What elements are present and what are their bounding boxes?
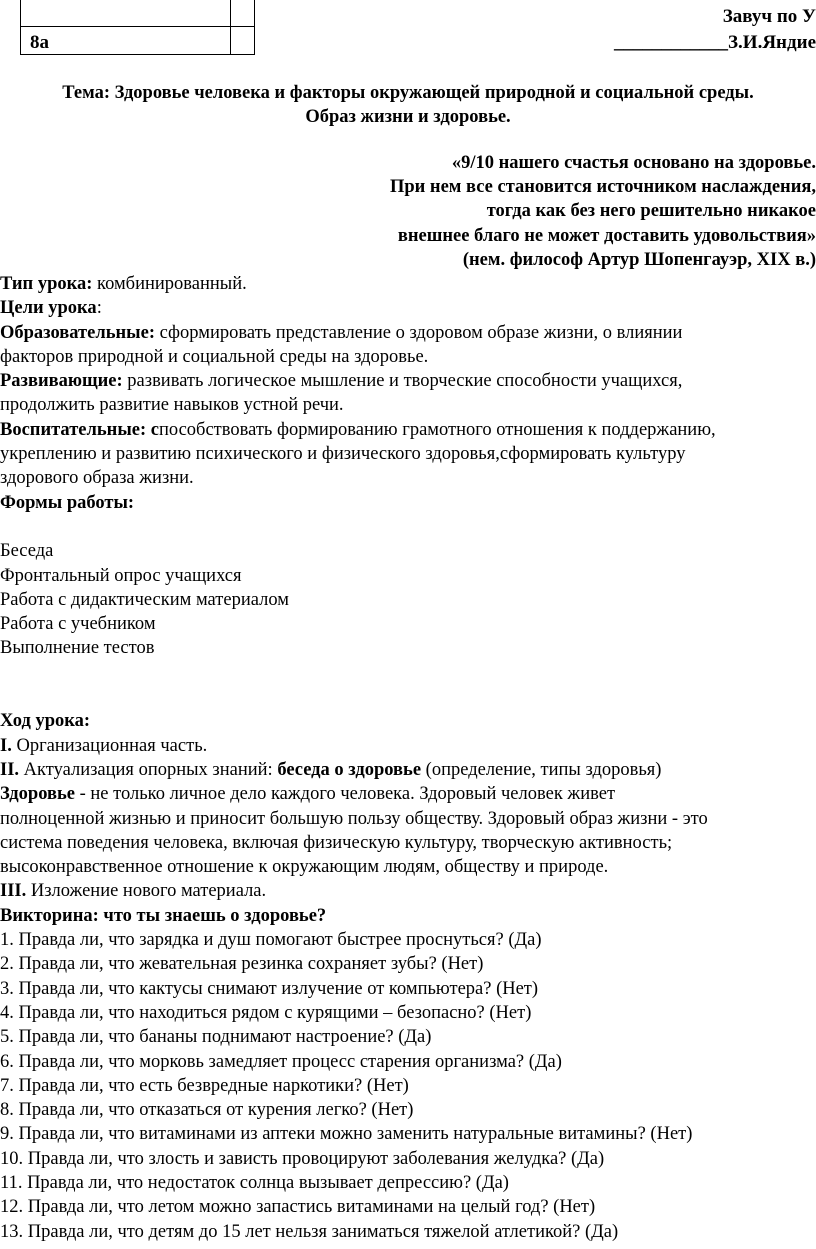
goals-label: Цели урока bbox=[0, 298, 97, 319]
class-cell: 8а bbox=[21, 27, 231, 55]
step-text: Изложение нового материала. bbox=[26, 881, 267, 902]
step-text: Организационная часть. bbox=[11, 735, 208, 756]
educational-label: Образовательные: bbox=[0, 322, 155, 343]
upbringing-label: Воспитательные: с bbox=[0, 419, 159, 440]
educational-goal bbox=[0, 321, 816, 345]
upbringing-text: пособствовать формированию грамотного отношения к поддержанию, bbox=[158, 419, 716, 440]
developing-text: развивать логическое мышление и творческие способности учащихся, bbox=[122, 371, 683, 392]
health-text: - не только личное дело каждого человека. Здоровый человек живет bbox=[74, 784, 616, 805]
header-table-cell bbox=[231, 0, 255, 27]
developing-goal bbox=[0, 369, 816, 393]
quiz-question: 11. Правда ли, что недостаток солнца вызывает депрессию? (Да) bbox=[0, 1172, 509, 1193]
quiz-question: 5. Правда ли, что бананы поднимают настроение? (Да) bbox=[0, 1027, 432, 1048]
list-item: Выполнение тестов bbox=[0, 638, 155, 659]
upbringing-goal-cont: укреплению и развитию психического и физического здоровья,сформировать культуру bbox=[0, 444, 686, 465]
quiz-question: 4. Правда ли, что находиться рядом с курящими – безопасно? (Нет) bbox=[0, 1002, 532, 1023]
quiz-question: 1. Правда ли, что зарядка и душ помогают быстрее проснуться? (Да) bbox=[0, 930, 542, 951]
epigraph-line: тогда как без него решительно никакое bbox=[486, 201, 816, 222]
epigraph-line: внешнее благо не может доставить удовольствия» bbox=[397, 225, 816, 246]
course-step bbox=[0, 758, 816, 782]
approval-title: Завуч по У bbox=[722, 6, 816, 27]
educational-goal-cont: факторов природной и социальной среды на здоровье. bbox=[0, 346, 429, 367]
upbringing-goal-cont: здорового образа жизни. bbox=[0, 468, 194, 489]
goals-colon: : bbox=[96, 298, 102, 319]
step-text-tail: (определение, типы здоровья) bbox=[421, 759, 662, 780]
step-number: III. bbox=[0, 881, 27, 902]
epigraph bbox=[390, 151, 816, 272]
header-table bbox=[20, 0, 255, 55]
quiz-question: 3. Правда ли, что кактусы снимают излучение от компьютера? (Нет) bbox=[0, 978, 539, 999]
approval-signature: ____________З.И.Яндие bbox=[614, 32, 816, 53]
goals-heading bbox=[0, 296, 816, 320]
upbringing-goal bbox=[0, 418, 816, 442]
health-term: Здоровье bbox=[0, 784, 75, 805]
quiz-question: 7. Правда ли, что есть безвредные наркотики? (Нет) bbox=[0, 1075, 409, 1096]
quiz-question: 6. Правда ли, что морковь замедляет процесс старения организма? (Да) bbox=[0, 1051, 562, 1072]
list-item: Беседа bbox=[0, 541, 54, 562]
quiz-heading: Викторина: что ты знаешь о здоровье? bbox=[0, 905, 327, 926]
step-text: Актуализация опорных знаний: bbox=[19, 759, 278, 780]
developing-goal-cont: продолжить развитие навыков устной речи. bbox=[0, 395, 344, 416]
header-table-row bbox=[21, 0, 255, 27]
quiz-question: 8. Правда ли, что отказаться от курения легко? (Нет) bbox=[0, 1100, 414, 1121]
document-body bbox=[0, 272, 816, 1244]
header-table-row bbox=[21, 27, 255, 55]
lesson-type bbox=[0, 272, 816, 296]
step-number: I. bbox=[0, 735, 12, 756]
course-step bbox=[0, 734, 816, 758]
quiz-question: 2. Правда ли, что жевательная резинка сохраняет зубы? (Нет) bbox=[0, 954, 484, 975]
course-step bbox=[0, 879, 816, 903]
step-number: II. bbox=[0, 759, 20, 780]
epigraph-line: При нем все становится источником наслаждения, bbox=[389, 177, 816, 198]
lesson-type-value: комбинированный. bbox=[92, 274, 247, 294]
health-definition-cont: система поведения человека, включая физическую культуру, творческую активность; bbox=[0, 832, 673, 853]
topic-line: Образ жизни и здоровье. bbox=[305, 107, 511, 127]
health-definition-cont: полноценной жизнью и приносит большую пользу обществу. Здоровый образ жизни - это bbox=[0, 808, 708, 829]
lesson-type-label: Тип урока: bbox=[0, 274, 93, 294]
quiz-question: 10. Правда ли, что злость и зависть провоцируют заболевания желудка? (Да) bbox=[0, 1148, 605, 1169]
list-item: Работа с дидактическим материалом bbox=[0, 589, 289, 610]
header-table-cell bbox=[231, 27, 255, 55]
epigraph-line: «9/10 нашего счастья основано на здоровье. bbox=[451, 153, 816, 173]
quiz-question: 9. Правда ли, что витаминами из аптеки можно заменить натуральные витамины? (Нет) bbox=[0, 1124, 693, 1145]
epigraph-line: (нем. философ Артур Шопенгауэр, XIX в.) bbox=[462, 249, 816, 270]
course-heading: Ход урока: bbox=[0, 711, 91, 732]
health-definition-cont: высоконравственное отношение к окружающим людям, обществу и природе. bbox=[0, 857, 609, 878]
health-definition bbox=[0, 782, 816, 806]
educational-text: сформировать представление о здоровом образе жизни, о влиянии bbox=[155, 322, 683, 343]
list-item: Работа с учебником bbox=[0, 614, 156, 635]
lesson-topic bbox=[0, 81, 816, 129]
quiz-question: 13. Правда ли, что детям до 15 лет нельзя заниматься тяжелой атлетикой? (Да) bbox=[0, 1221, 619, 1242]
list-item: Фронтальный опрос учащихся bbox=[0, 565, 242, 586]
developing-label: Развивающие: bbox=[0, 371, 123, 392]
step-emphasis: беседа о здоровье bbox=[277, 759, 422, 780]
forms-heading: Формы работы: bbox=[0, 492, 135, 513]
approval-block bbox=[556, 0, 816, 60]
quiz-question: 12. Правда ли, что летом можно запастись витаминами на целый год? (Нет) bbox=[0, 1197, 596, 1218]
header-table-cell bbox=[21, 0, 231, 27]
topic-line: Тема: Здоровье человека и факторы окружающей природной и социальной среды. bbox=[62, 83, 754, 103]
